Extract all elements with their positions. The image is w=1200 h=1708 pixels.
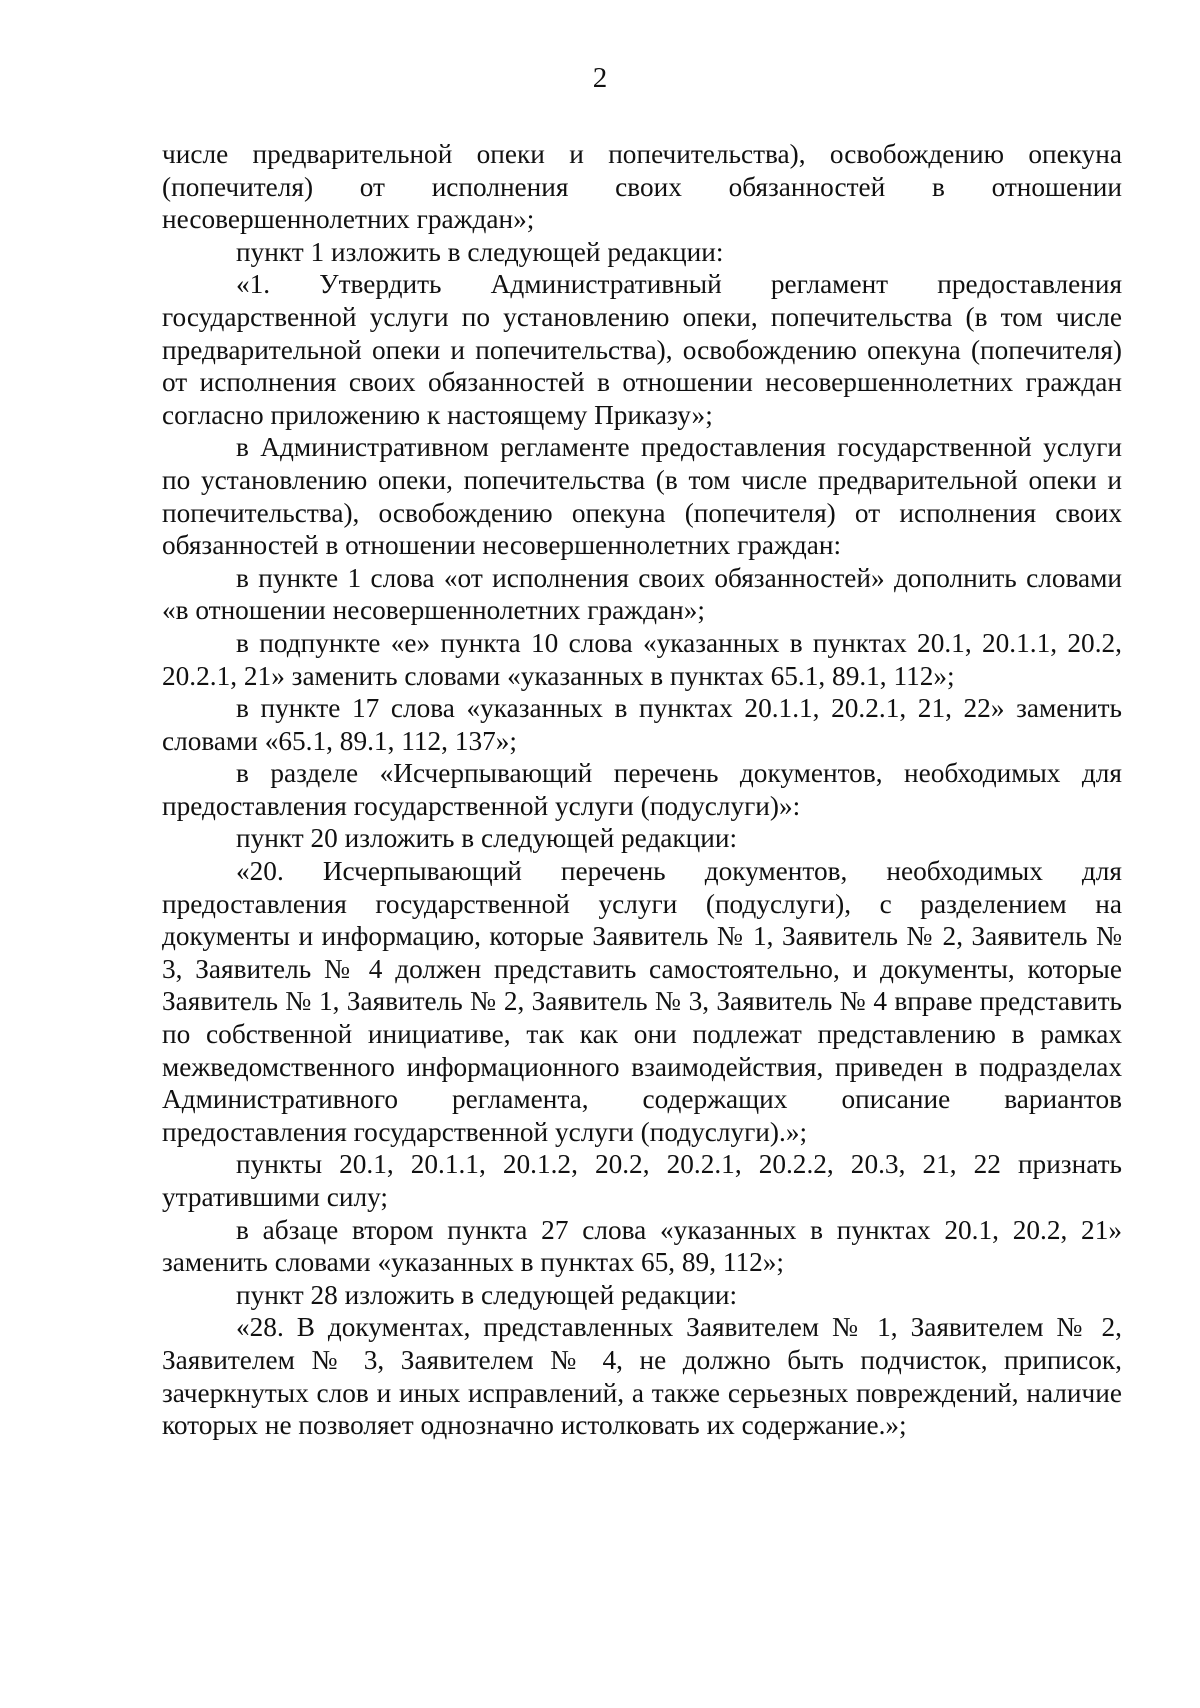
- paragraph: пункт 1 изложить в следующей редакции:: [236, 236, 724, 267]
- paragraph: в абзаце втором пункта 27 слова «указанных в пунктах 20.1, 20.2, 21» заменить словами «указанных в пунктах 65, 89, 112»;: [162, 1214, 1122, 1278]
- document-body: [162, 138, 1122, 1442]
- paragraph: «1. Утвердить Административный регламент предоставления государственной услуги по установлению опеки, попечительства (в том числе предварительной опеки и попечительства), освобождению опекуна (попечителя) от исполнения своих обязанностей в отношении несовершеннолетних граждан согласно приложению к настоящему Приказу»;: [162, 269, 1122, 430]
- paragraph: в пункте 1 слова «от исполнения своих обязанностей» дополнить словами «в отношении несовершеннолетних граждан»;: [162, 562, 1122, 626]
- paragraph: в пункте 17 слова «указанных в пунктах 20.1.1, 20.2.1, 21, 22» заменить словами «65.1, 89.1, 112, 137»;: [162, 693, 1122, 756]
- paragraph: пункты 20.1, 20.1.1, 20.1.2, 20.2, 20.2.1, 20.2.2, 20.3, 21, 22 признать утратившими силу;: [162, 1149, 1122, 1212]
- paragraph: в Административном регламенте предоставления государственной услуги по установлению опеки, попечительства (в том числе предварительной опеки и попечительства), освобождению опекуна (попечителя) от исполнения своих обязанностей в отношении несовершеннолетних граждан:: [162, 432, 1122, 561]
- paragraph: «28. В документах, представленных Заявителем № 1, Заявителем № 2, Заявителем № 3, Заявителем № 4, не должно быть подчисток, приписок, зачеркнутых слов и иных исправлений, а также серьезных повреждений, наличие которых не позволяет однозначно истолковать их содержание.»;: [162, 1312, 1122, 1441]
- paragraph: в подпункте «е» пункта 10 слова «указанных в пунктах 20.1, 20.1.1, 20.2, 20.2.1, 21» заменить словами «указанных в пунктах 65.1, 89.1, 112»;: [162, 627, 1122, 691]
- paragraph: пункт 28 изложить в следующей редакции:: [236, 1279, 738, 1310]
- paragraph: пункт 20 изложить в следующей редакции:: [236, 823, 738, 854]
- paragraph: в разделе «Исчерпывающий перечень документов, необходимых для предоставления государственной услуги (подуслуги)»:: [162, 758, 1122, 821]
- paragraph: «20. Исчерпывающий перечень документов, необходимых для предоставления государственной услуги (подуслуги), с разделением на документы и информацию, которые Заявитель № 1, Заявитель № 2, Заявитель № 3, Заявитель № 4 должен представить самостоятельно, и документы, которые Заявитель № 1, Заявитель № 2, Заявитель № 3, Заявитель № 4 вправе представить по собственной инициативе, так как они подлежат представлению в рамках межведомственного информационного взаимодействия, приведен в подразделах Административного регламента, содержащих описание вариантов предоставления государственной услуги (подуслуги).»;: [162, 856, 1122, 1147]
- paragraph: числе предварительной опеки и попечительства), освобождению опекуна (попечителя) от исполнения своих обязанностей в отношении несовершеннолетних граждан»;: [162, 139, 1122, 235]
- page-number: 2: [592, 62, 608, 94]
